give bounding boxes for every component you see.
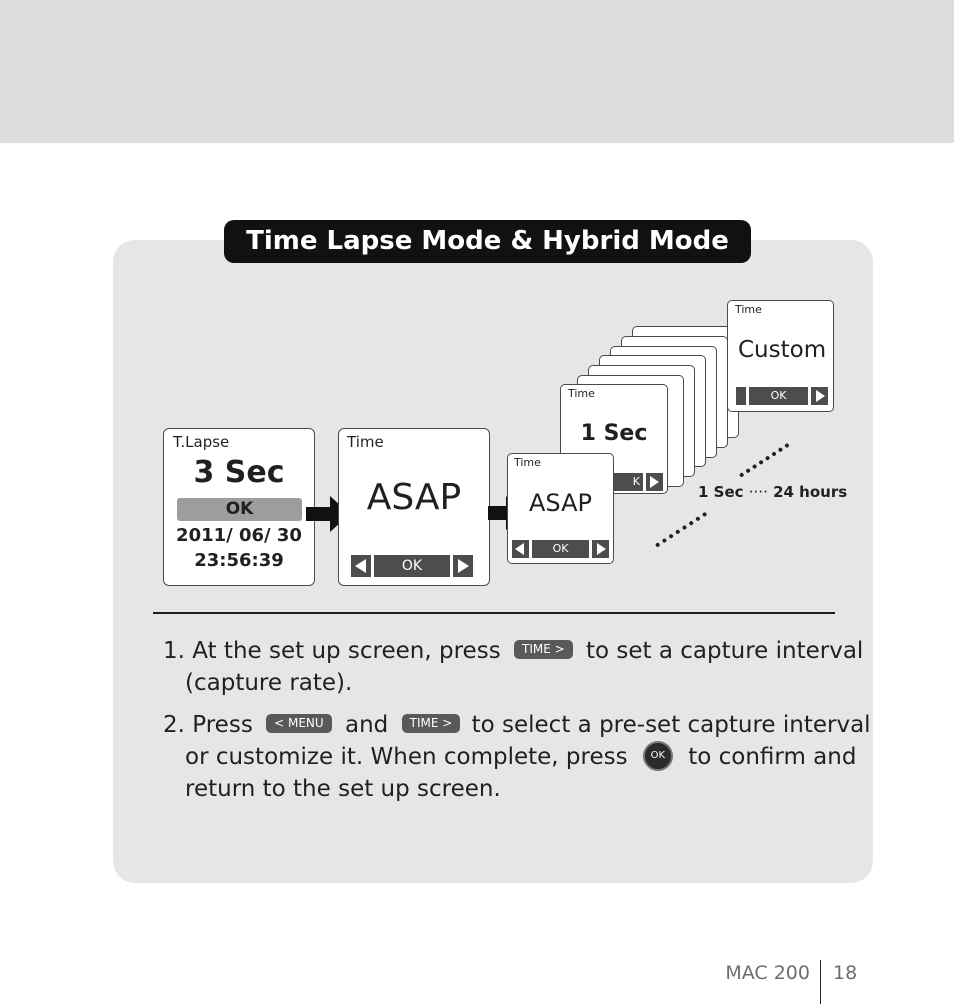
left-arrow-icon xyxy=(351,555,371,577)
range-from: 1 Sec xyxy=(698,483,744,501)
ok-bar: OK xyxy=(749,387,808,405)
step-line xyxy=(163,635,864,667)
header-band xyxy=(0,0,954,143)
time-custom-screen xyxy=(727,300,834,412)
step-line xyxy=(163,667,843,699)
screen-header: Time xyxy=(568,387,595,400)
ok-bar: K xyxy=(611,473,643,491)
step-1 xyxy=(163,635,864,699)
step-text: and xyxy=(345,712,389,738)
screen-header: T.Lapse xyxy=(173,433,230,451)
divider xyxy=(153,612,835,614)
step-text: At the set up screen, press xyxy=(192,638,501,664)
step-text: return to the set up screen. xyxy=(185,776,501,802)
step-number: 1. xyxy=(163,638,185,664)
time-screen xyxy=(338,428,490,586)
step-line xyxy=(163,773,843,805)
range-dots: ···· xyxy=(748,483,768,501)
page-number: 18 xyxy=(833,962,858,984)
ok-button-icon: OK xyxy=(643,741,673,771)
step-text: to select a pre-set capture interval xyxy=(471,712,871,738)
screen-value: 1 Sec xyxy=(580,421,648,446)
step-text: or customize it. When complete, press xyxy=(185,744,628,770)
step-text: (capture rate). xyxy=(185,670,353,696)
step-line xyxy=(163,741,857,773)
footer-divider xyxy=(820,960,821,1004)
screen-header: Time xyxy=(735,303,762,316)
menu-key-icon: < MENU xyxy=(266,714,332,733)
ok-bar: OK xyxy=(532,540,589,558)
step-text: to set a capture interval xyxy=(586,638,864,664)
left-arrow-icon xyxy=(512,540,529,558)
time-asap-screen xyxy=(507,453,614,564)
screen-date: 2011/ 06/ 30 xyxy=(176,525,302,546)
ok-bar: OK xyxy=(374,555,450,577)
screen-header: Time xyxy=(514,456,541,469)
range-to: 24 hours xyxy=(773,483,848,501)
step-line xyxy=(163,709,871,741)
step-number: 2. xyxy=(163,712,185,738)
screen-time: 23:56:39 xyxy=(194,550,284,571)
ok-highlight: OK xyxy=(177,498,302,521)
step-text: Press xyxy=(192,712,253,738)
right-arrow-icon xyxy=(646,473,663,491)
step-text: to confirm and xyxy=(688,744,857,770)
setup-screen xyxy=(163,428,315,586)
section-title: Time Lapse Mode & Hybrid Mode xyxy=(224,220,751,263)
screen-header: Time xyxy=(347,433,384,451)
step-2 xyxy=(163,709,871,805)
right-arrow-icon xyxy=(811,387,828,405)
left-arrow-icon xyxy=(736,387,746,405)
footer-model: MAC 200 xyxy=(725,962,810,984)
interval-range xyxy=(698,483,847,501)
screen-value: ASAP xyxy=(529,489,592,517)
time-key-icon: TIME > xyxy=(514,640,573,659)
right-arrow-icon xyxy=(592,540,609,558)
right-arrow-icon xyxy=(453,555,473,577)
screen-value: Custom xyxy=(738,337,827,363)
screen-value: 3 Sec xyxy=(193,455,285,490)
screen-value: ASAP xyxy=(366,477,462,518)
time-key-icon: TIME > xyxy=(402,714,461,733)
